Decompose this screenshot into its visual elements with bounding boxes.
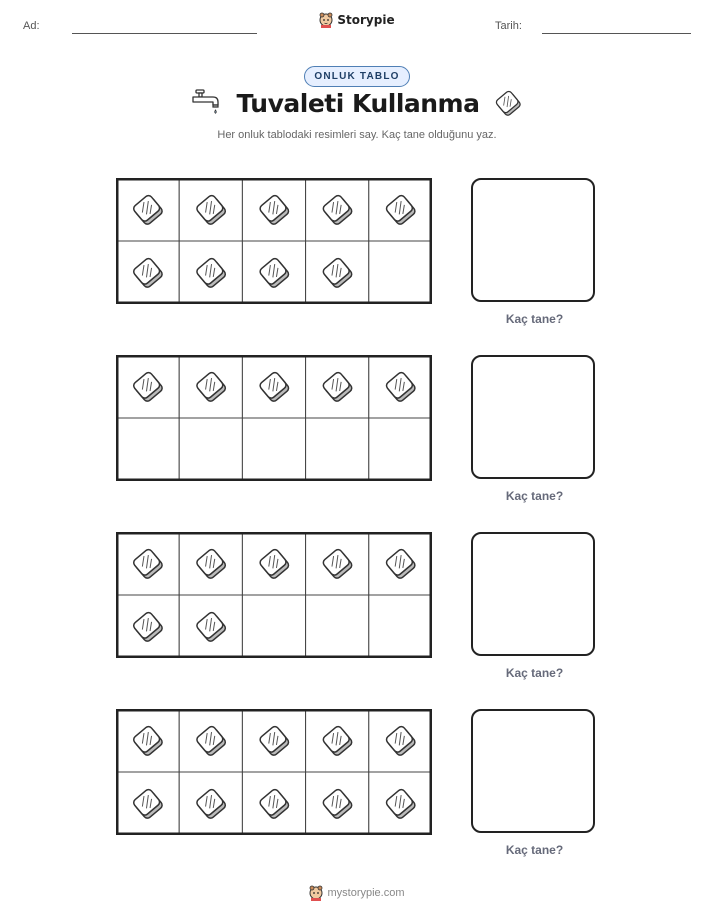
ten-frame-cell bbox=[116, 418, 179, 481]
answer-box-3[interactable] bbox=[471, 532, 595, 656]
answer-box-2[interactable] bbox=[471, 355, 595, 479]
ten-frame-3 bbox=[116, 532, 432, 658]
date-label: Tarih: bbox=[495, 20, 522, 32]
answer-box-1[interactable] bbox=[471, 178, 595, 302]
count-prompt-4: Kaç tane? bbox=[505, 843, 564, 857]
ten-frame-cell bbox=[369, 418, 432, 481]
ten-frame-1 bbox=[116, 178, 432, 304]
page-title: Tuvaleti Kullanma bbox=[236, 88, 480, 118]
answer-box-4[interactable] bbox=[471, 709, 595, 833]
ten-frame-cell bbox=[369, 595, 432, 658]
mascot-icon bbox=[309, 885, 323, 901]
brand-name: Storypie bbox=[337, 13, 395, 27]
footer bbox=[0, 885, 714, 901]
count-prompt-1: Kaç tane? bbox=[505, 312, 564, 326]
mascot-icon bbox=[319, 12, 333, 28]
ten-frame-cell bbox=[242, 595, 305, 658]
tablet-icon bbox=[493, 88, 523, 118]
count-prompt-3: Kaç tane? bbox=[505, 666, 564, 680]
ten-frame-cell bbox=[179, 418, 242, 481]
faucet-icon bbox=[191, 88, 223, 118]
instructions: Her onluk tablodaki resimleri say. Kaç tane olduğunu yaz. bbox=[217, 129, 497, 141]
ten-frame-cell bbox=[369, 241, 432, 304]
count-prompt-2: Kaç tane? bbox=[505, 489, 564, 503]
ten-frame-2 bbox=[116, 355, 432, 481]
date-line[interactable] bbox=[542, 33, 691, 34]
ten-frame-cell bbox=[306, 418, 369, 481]
brand-logo bbox=[0, 12, 714, 28]
footer-url: mystorypie.com bbox=[327, 887, 405, 899]
ten-frame-cell bbox=[306, 595, 369, 658]
ten-frame-cell bbox=[242, 418, 305, 481]
name-line[interactable] bbox=[72, 33, 257, 34]
name-label: Ad: bbox=[23, 20, 40, 32]
ten-frame-4 bbox=[116, 709, 432, 835]
worksheet-type-badge: ONLUK TABLO bbox=[304, 66, 409, 87]
